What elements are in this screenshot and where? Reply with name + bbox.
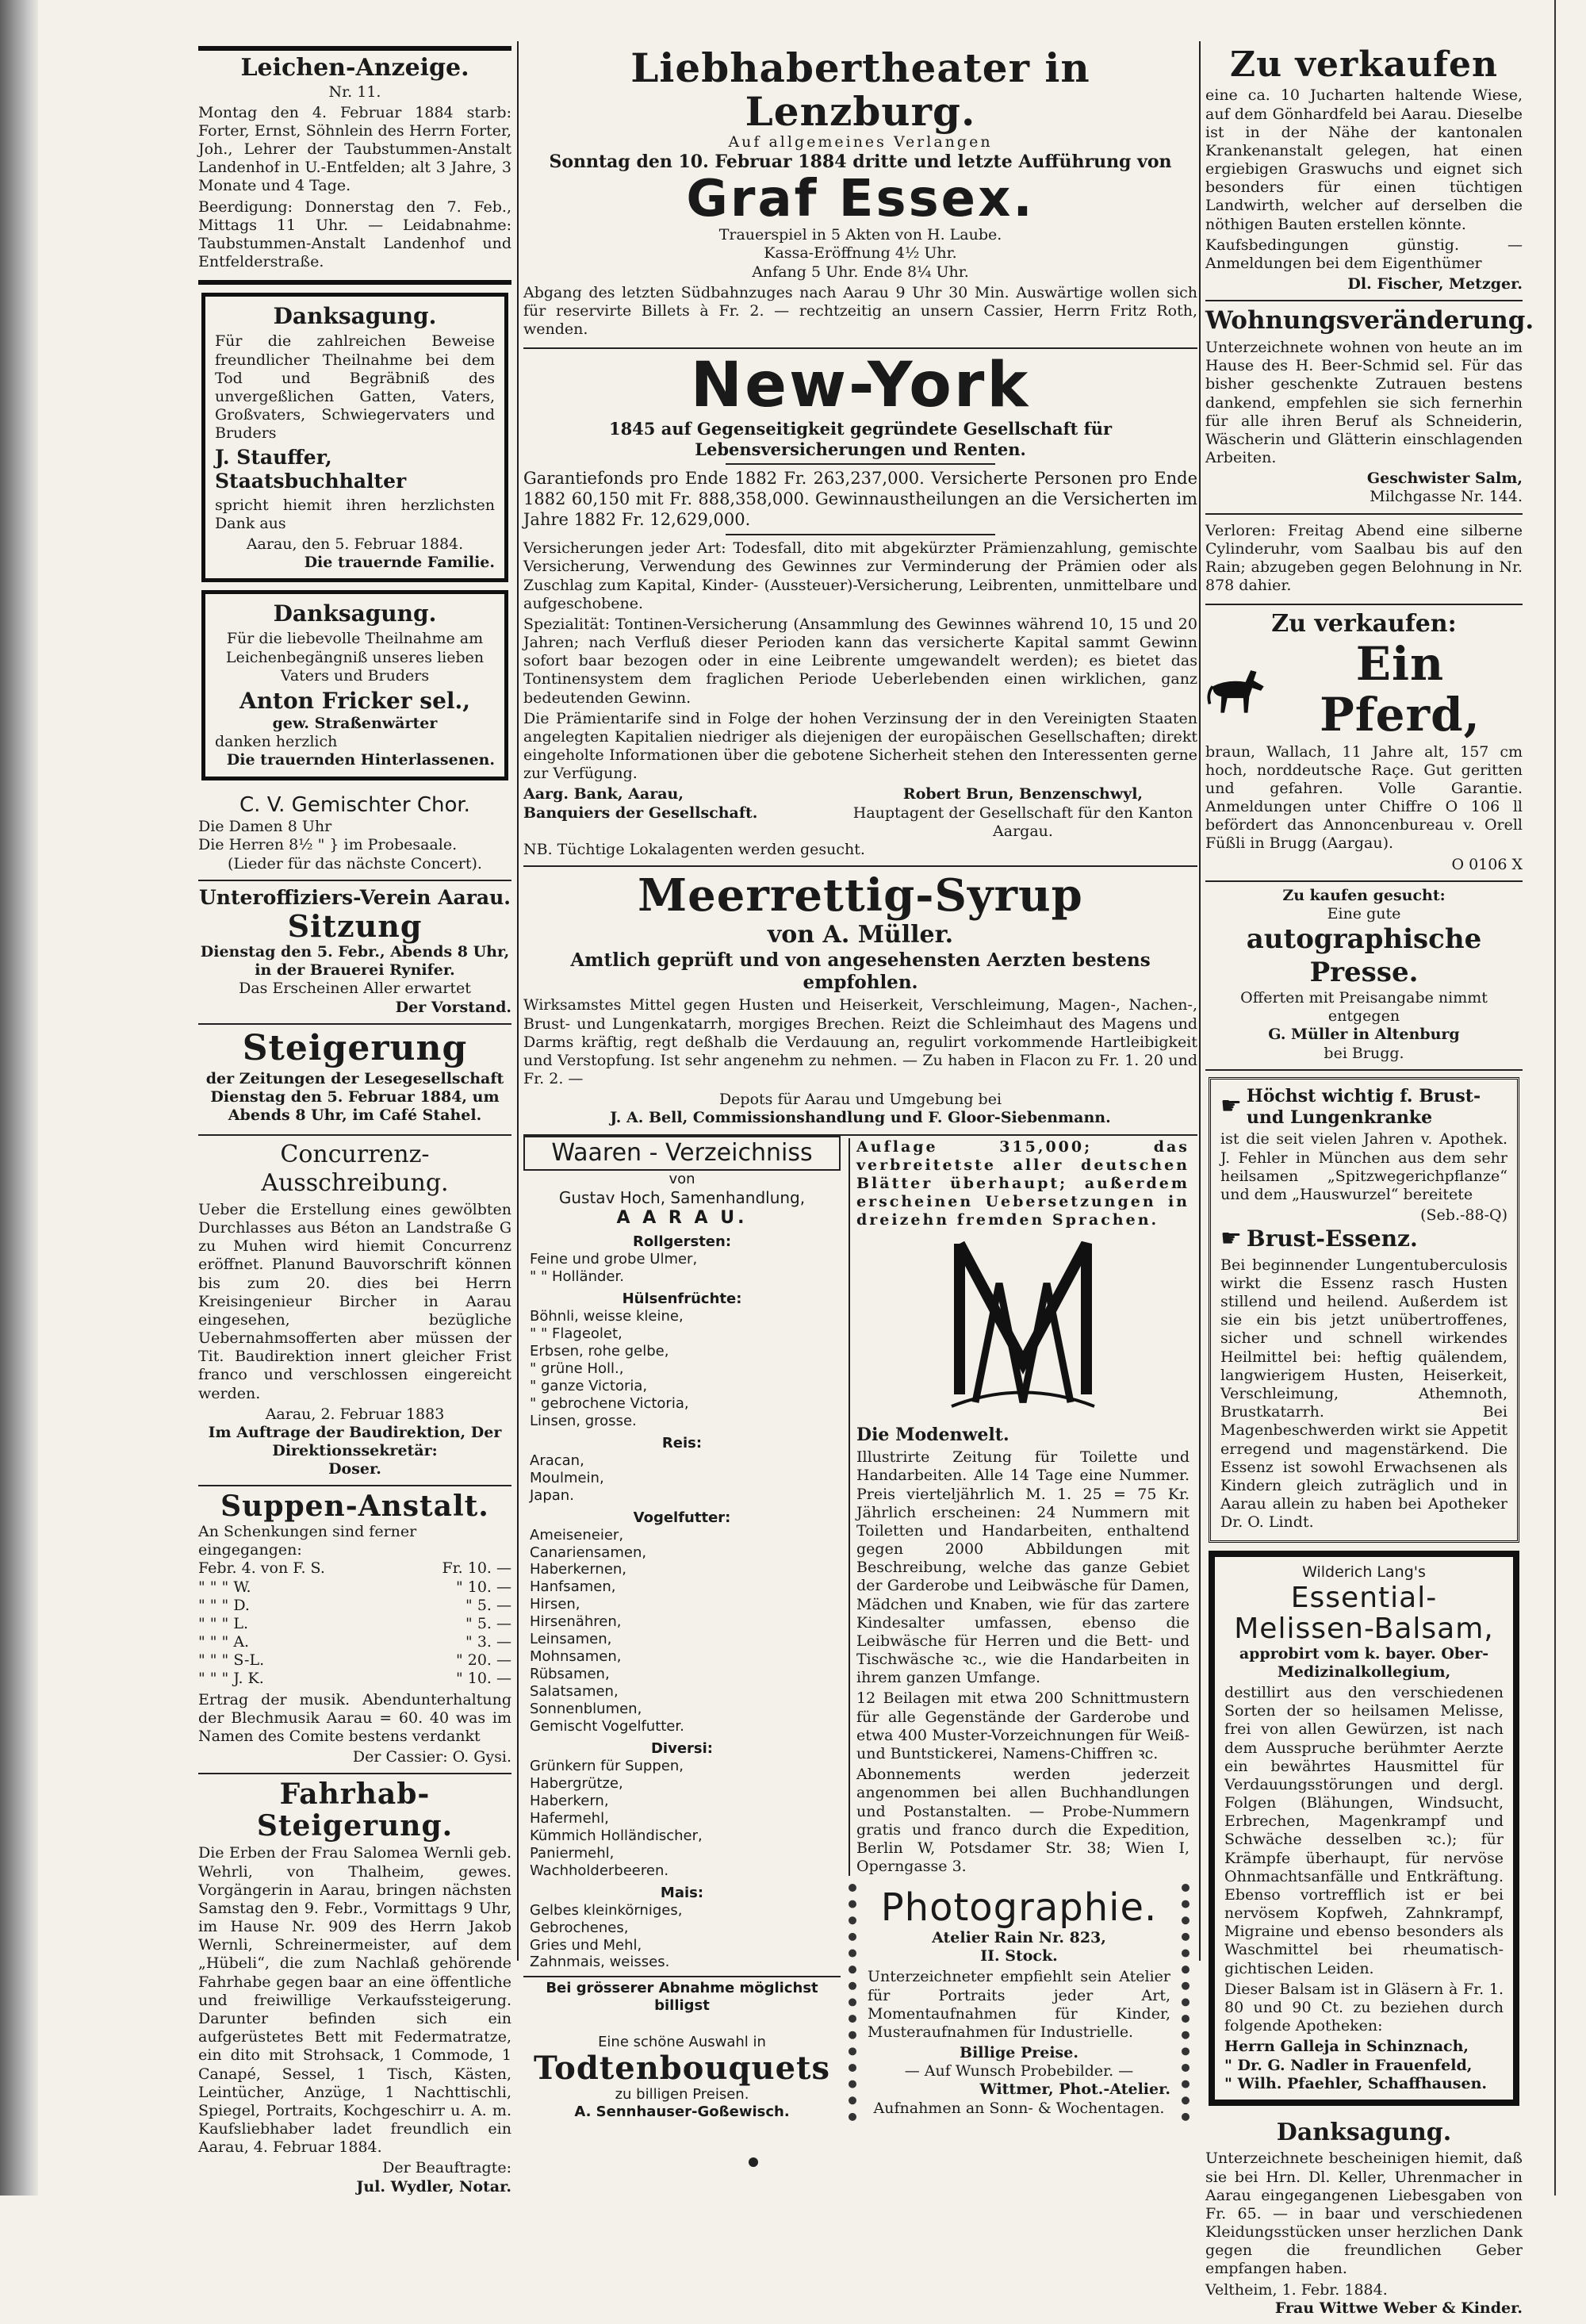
leichen-nr: Nr. 11. (328, 82, 381, 101)
newyork-agent2: Hauptagent der Gesellschaft für den Kanton Aargau. (852, 803, 1193, 840)
modenwelt-beilagen: 12 Beilagen mit etwa 200 Schnittmustern für alle Gegenstände der Garderobe und etwa 400 Muster-Vorzeichnungen für Weiß- und Buntstickerei, Namens-Chiffren ꝛc. (856, 1689, 1190, 1762)
waren-item: Leinsamen, (530, 1631, 612, 1648)
dank3-place: Veltheim, 1. Febr. 1884. (1205, 2280, 1388, 2299)
danksagung-weber (1205, 2114, 1523, 2324)
meerrettig-title: Meerrettig-Syrup (638, 869, 1083, 922)
photo-preise: Billige Preise. (960, 2044, 1078, 2062)
waren-item: " " Holländer. (530, 1268, 624, 1286)
waren-item: Hirsenähren, (530, 1613, 622, 1631)
brust-essenz (1209, 1077, 1519, 1544)
suppen-donation-row (198, 1597, 511, 1615)
suppen-donation-row (198, 1615, 511, 1633)
suppen-intro: An Schenkungen sind ferner eingegangen: (198, 1523, 417, 1559)
photo-title: Photographie. (880, 1885, 1158, 1931)
pferd-header (1205, 636, 1523, 742)
brust-title: Höchst wichtig f. Brust- und Lungenkranke (1246, 1085, 1481, 1128)
page-binding-edge (0, 0, 38, 2196)
waren-section-head: Reis: (661, 1434, 703, 1452)
meerrettig-depot: Depots für Aarau und Umgebung bei (718, 1091, 1002, 1109)
dank1-sign: Die trauernde Familie. (304, 554, 495, 572)
suppen-donation-amount: " 5. — (465, 1596, 511, 1614)
theater-trauer: Trauerspiel in 5 Akten von H. Laube. (718, 226, 1002, 244)
suppen-donation-amount: " 10. — (455, 1578, 511, 1596)
melissen-apotheke-3: " Wilh. Pfaehler, Schaffhausen. (1224, 2074, 1487, 2092)
waren-item: Linsen, grosse. (530, 1412, 637, 1429)
melissen-apotheke-2: " Dr. G. Nadler in Frauenfeld, (1224, 2056, 1473, 2074)
pointing-hand-icon: ☛ (1220, 1225, 1242, 1253)
waren-city: A A R A U. (616, 1207, 748, 1228)
waren-item: Ameiseneier, (530, 1526, 624, 1544)
dank1-text: Für die zahlreichen Beweise freundlicher Theilnahme bei dem Tod und Begräbniß des unvergeßlichen Gatten, Vaters, Großvaters, Schwiegervaters und Bruders (215, 332, 495, 443)
newyork-nb: NB. Tüchtige Lokalagenten werden gesucht. (523, 840, 865, 858)
suppen-title: Suppen-Anstalt. (220, 1490, 489, 1524)
page-right-edge (1554, 0, 1556, 2196)
wohnung-addr: Milchgasse Nr. 144. (1370, 488, 1523, 506)
brust-text2: Bei beginnender Lungentuberculosis wirkt die Essenz rasch Husten stillend und heilend. Außerdem ist sie ein bis jetzt unübertroffenes, sicher und schnell wirkendes Heilmittel bei: heftig quälendem, langwierigem Husten, Heiserkeit, Verschleimung, Athemnoth, Brustkatarrh. Bei Magenbeschwerden wirkt sie Appetit erregend und magenstärkend. Die Essenz ist sowohl Erwachsenen als Kindern gleich zuträglich und in Aarau allein zu haben bei Apotheker Dr. O. Lindt. (1220, 1256, 1507, 1532)
suppen-donation-label: " " " S-L. (198, 1651, 265, 1670)
todten-title: Todtenbouquets (533, 2050, 831, 2088)
unteroff-text2: Das Erscheinen Aller erwartet (239, 980, 471, 998)
wohnung-title: Wohnungsveränderung. (1205, 306, 1534, 336)
waren-section-head: Vogelfutter: (633, 1509, 731, 1526)
suppen-donation-amount: Fr. 10. — (442, 1559, 511, 1578)
waren-sections (523, 1233, 841, 1971)
pferd-title: Zu verkaufen: (1271, 610, 1457, 639)
page-ornament-dot (749, 2157, 758, 2167)
meerrettig-text: Wirksamstes Mittel gegen Husten und Heiserkeit, Verschleimung, Magen-, Nachen-, Brust- und Lungenkatarrh, morgiges Brechen. Reizt die Schleimhaut des Magens und Darms kräftig, regt deßhalb die Verdauung an, regulirt vorkommende Hartleibigkeit und Verstopfung. Ist sehr angenehm zu nehmen. — Zu haben in Flacon zu Fr. 1. 20 und Fr. 2. — (523, 996, 1197, 1088)
suppen-donation-amount: " 5. — (465, 1614, 511, 1632)
photographie-ad (849, 1884, 1190, 2121)
verkaufen-wiese (1205, 41, 1523, 301)
pferd-code: O 0106 X (1451, 855, 1523, 873)
theater-play: Graf Essex. (686, 170, 1035, 228)
presse-title: autographische Presse. (1246, 923, 1482, 988)
waren-item: " " Flageolet, (530, 1325, 623, 1343)
melissen-balsam (1209, 1551, 1519, 2105)
waren-item: Gebrochenes, (530, 1919, 629, 1936)
theater-kassa: Kassa-Eröffnung 4½ Uhr. (764, 244, 957, 263)
waren-verzeichniss (523, 1136, 841, 2129)
column-rule-left (517, 41, 519, 1961)
waren-item: Haberkern, (530, 1792, 609, 1809)
presse-text: Offerten mit Preisangabe nimmt entgegen (1240, 989, 1488, 1026)
meerrettig-sub: Amtlich geprüft und von angesehensten Aerzten bestens empfohlen. (570, 949, 1151, 994)
verkaufen1-text2: Kaufsbedingungen günstig. — Anmeldungen bei dem Eigenthümer (1205, 236, 1523, 272)
steigerung-title: Steigerung (242, 1027, 468, 1068)
suppen-donation-row (198, 1651, 511, 1670)
newyork-p2: Spezialität: Tontinen-Versicherung (Ansammlung des Gewinnes während 10, 15 und 20 Jahren; nach Verfluß dieser Perioden kann das versicherte Kapital sammt Gewinn sofort baar bezogen oder in eine Leibrente umgewandelt werden); es bietet das Tontinensystem dem fraglichen Periode Ueberlebenden einen wirklichen, ganz bedeutenden Gewinn. (523, 615, 1197, 707)
suppen-donation-label: " " " D. (198, 1596, 250, 1614)
newyork-bank: Aarg. Bank, Aarau, (523, 785, 684, 803)
theater-title: Liebhabertheater in Lenzburg. (630, 44, 1090, 135)
unteroff-text: Dienstag den 5. Febr., Abends 8 Uhr, in der Brauerei Rynifer. (200, 943, 510, 980)
verkaufen1-text: eine ca. 10 Jucharten haltende Wiese, auf dem Gönhardfeld bei Aarau. Dieselbe ist in der Nähe der kantonalen Krankenanstalt gelegen, hat einen ergiebigen Graswuchs und eignet sich besonders für einen tüchtigen Landwirth, welcher auf derselben die nöthigen Bauten erstellen könnte. (1205, 86, 1523, 233)
waren-section-head: Hülsenfrüchte: (622, 1290, 742, 1308)
suppen-donation-label: " " " L. (198, 1614, 248, 1632)
suppen-donation-label: " " " A. (198, 1633, 250, 1651)
waren-section-list (523, 1902, 841, 1972)
danksagung-fricker (201, 590, 508, 780)
verkaufen1-title: Zu verkaufen (1229, 44, 1499, 85)
dank1-place: Aarau, den 5. Februar 1884. (246, 535, 464, 553)
concurrenz-title: Concurrenz-Ausschreibung. (261, 1140, 449, 1198)
modenwelt-text: Illustrirte Zeitung für Toilette und Handarbeiten. Alle 14 Tage eine Nummer. Preis vierteljährlich M. 1. 25 = 75 Kr. Jährlich erscheinen: 24 Nummern mit Toiletten und Handarbeiten, enthaltend gegen 2000 Abbildungen mit Beschreibung, welche das ganze Gebiet der Garderobe und Leibwäsche für Damen, Mädchen und Knaben, wie für das zartere Kindesalter umfassen, ebenso die Leibwäsche für Herren und die Bett- und Tischwäsche ꝛc., wie die Handarbeiten in ihrem ganzen Umfange. (856, 1448, 1190, 1687)
steigerung-zeitungen (198, 1025, 511, 1136)
waren-item: Sonnenblumen, (530, 1701, 642, 1718)
todten-sign: A. Sennhauser-Goßewisch. (574, 2103, 790, 2121)
presse-place: bei Brugg. (1324, 1044, 1404, 1062)
waren-item: Grünkern für Suppen, (530, 1757, 684, 1774)
modenwelt-and-photo (849, 1136, 1190, 2129)
danksagung-stauffer (201, 293, 508, 582)
waren-section-head: Diversi: (650, 1740, 713, 1758)
suppen-sign: Der Cassier: O. Gysi. (352, 1748, 511, 1766)
waren-item: Moulmein, (530, 1469, 604, 1486)
waren-section-list (523, 1452, 841, 1505)
suppen-donation-amount: " 20. — (455, 1651, 511, 1670)
waren-item: " gebrochene Victoria, (530, 1394, 689, 1412)
verkaufen-pferd (1205, 605, 1523, 881)
waren-item: Hafermehl, (530, 1809, 609, 1827)
meerrettig-von: von A. Müller. (767, 920, 954, 949)
newyork-sub: 1845 auf Gegenseitigkeit gegründete Gesellschaft für Lebensversicherungen und Renten. (608, 419, 1113, 459)
chor-line3: (Lieder für das nächste Concert). (228, 854, 482, 872)
newyork-agent-block (849, 785, 1197, 841)
fahrhab-title: Fahrhab-Steigerung. (256, 1778, 454, 1843)
concurrenz-sign: Doser. (328, 1460, 381, 1478)
modenwelt-abo: Abonnements werden jederzeit angenommen bei allen Buchhandlungen und Postanstalten. — Probe-Nummern gratis und franco durch die Expedition, Berlin W, Potsdamer Str. 38; Wien I, Operngasse 3. (856, 1766, 1190, 1876)
wohnung-sign: Geschwister Salm, (1366, 470, 1523, 488)
liebhabertheater (523, 41, 1197, 349)
wohnungsveraenderung (1205, 301, 1534, 514)
melissen-apotheke-1: Herrn Galleja in Schinznach, (1224, 2038, 1469, 2056)
waren-item: Paniermehl, (530, 1844, 615, 1862)
brust-essenz-title: Brust-Essenz. (1246, 1225, 1418, 1252)
new-york-versicherung (523, 349, 1197, 867)
waren-item: Rübsamen, (530, 1666, 610, 1683)
dank2-title: Danksagung. (273, 600, 437, 627)
leichen-anzeige (198, 41, 511, 285)
waren-item: Zahnmais, weisses. (530, 1954, 670, 1971)
column-rule-right (1199, 41, 1201, 1961)
waren-section-head: Mais: (660, 1884, 704, 1901)
leichen-text: Montag den 4. Februar 1884 starb: Forter, Ernst, Söhnlein des Herrn Forter, Joh., Lehrer der Taubstummen-Anstalt Landenhof in U.-Entfelden; alt 3 Jahre, 3 Monate und 4 Tage. (198, 103, 511, 195)
dank2-text2: danken herzlich (215, 733, 338, 751)
melissen-sub: approbirt vom k. bayer. Ober-Medizinalkollegium, (1239, 1644, 1489, 1681)
waren-item: Mohnsamen, (530, 1648, 622, 1666)
waren-item: Aracan, (530, 1452, 584, 1469)
brust-essenz-header (1220, 1225, 1507, 1254)
newyork-title: New-York (690, 350, 1031, 422)
melissen-text: destillirt aus den verschiedenen Sorten der so heilsamen Melisse, frei von allen Gewürzen, ist nach dem Ausspruche berühmter Aerzte ein bewährtes Hausmittel für Verdauungsstörungen und dergl. Folgen (Blähungen, Windsucht, Erbrechen, Magenkrampf und Schwäche desselben ꝛc.); für Krämpfe überhaupt, für nervöse Ohnmachtsanfälle und Entkräftung. Ebenso vortrefflich ist er bei nervösem Kopfweh, Zahnkrampf, Migraine und ebenso besonders als Waschmittel bei rheumatisch-gichtischen Leiden. (1224, 1684, 1504, 1977)
suppen-ertrag: Ertrag der musik. Abendunterhaltung der Blechmusik Aarau = 60. 40 was im Namen des Comite bestens verdankt (198, 1690, 511, 1745)
concurrenz-auftrag: Im Auftrage der Baudirektion, Der Direktionssekretär: (208, 1423, 502, 1460)
dank3-sign: Frau Wittwe Weber & Kinder. (1274, 2299, 1523, 2317)
suppen-donation-list (198, 1559, 511, 1688)
brust-text: ist die seit vielen Jahren v. Apothek. J. Fehler in München aus dem sehr heilsamen „Spitzwegerichpflanze“ und dem „Hauswurzel“ bereitete (1220, 1130, 1507, 1203)
pointing-hand-icon: ☛ (1220, 1092, 1242, 1121)
newyork-p1: Versicherungen jeder Art: Todesfall, dito mit abgekürzter Prämienzahlung, gemischte Versicherung, Verwendung des Gewinnes zur Verminderung der Prämien oder als Zuschlag zum Kapital, Kinder- (Aussteuer)-Versicherung, Leibrenten, unmittelbare und aufgeschobene. (523, 539, 1197, 612)
suppen-donation-label: Febr. 4. von F. S. (198, 1559, 325, 1578)
dank2-role: gew. Straßenwärter (272, 715, 438, 733)
dank2-text: Für die liebevolle Theilnahme am Leichenbegängniß unseres lieben Vaters und Bruders (225, 630, 485, 685)
wohnung-text: Unterzeichnete wohnen von heute an im Hause des H. Beer-Schmid sel. Für das bisher geschenkte Zutrauen bestens dankend, empfehlen sie sich fernerhin für alle ihren Beruf als Schneiderin, Wäscherin und Glätterin einschlagenden Arbeiten. (1205, 339, 1523, 467)
waren-item: Böhnli, weisse kleine, (530, 1308, 684, 1325)
photo-atelier: Atelier Rain Nr. 823, (932, 1929, 1106, 1946)
waren-footer: Bei grösserer Abnahme möglichst billigst (523, 1976, 841, 2015)
dank1-title: Danksagung. (273, 303, 437, 330)
mw-monogram-icon (856, 1236, 1190, 1418)
waren-section-list (523, 1251, 841, 1286)
column-right (1205, 41, 1534, 2324)
waren-item: " grüne Holl., (530, 1360, 624, 1377)
leichen-beerdigung: Beerdigung: Donnerstag den 7. Feb., Mittags 11 Uhr. — Leidabnahme: Taubstummen-Anstalt Landenhof und Entfelderstraße. (198, 198, 511, 271)
dank1-text2: spricht hiemit ihren herzlichsten Dank aus (215, 496, 495, 532)
dank3-text: Unterzeichnete bescheinigen hiemit, daß sie bei Hrn. Dl. Keller, Uhrenmacher in Aarau eingegangenen Liebesgaben von Fr. 65. — in baar und verschiedenen Kleidungsstücken unser herzlichen Dank gegen die freundlichen Geber empfangen haben. (1205, 2150, 1523, 2278)
waren-item: Kümmich Holländischer, (530, 1827, 703, 1844)
dank2-sign: Die trauernden Hinterlassenen. (226, 751, 495, 769)
gemischter-chor (198, 788, 511, 881)
chor-line2: Die Herren 8½ " } im Probesaale. (198, 836, 458, 854)
verloren-uhr (1205, 515, 1523, 606)
brust-header (1220, 1086, 1507, 1129)
column-middle (523, 41, 1197, 2129)
dank1-name: J. Stauffer, Staatsbuchhalter (215, 445, 407, 493)
melissen-maker: Wilderich Lang's (1302, 1563, 1426, 1582)
photo-text: Unterzeichneter empfiehlt sein Atelier für Portraits jeder Art, Momentaufnahmen für Kinder, Musteraufnahmen für Industrielle. (868, 1968, 1170, 2041)
steigerung-text: der Zeitungen der Lesegesellschaft Dienstag den 5. Februar 1884, um Abends 8 Uhr, im Café Stahel. (205, 1070, 504, 1125)
theater-date: Sonntag den 10. Februar 1884 dritte und letzte Aufführung von (549, 151, 1172, 173)
fahrhab-text: Die Erben der Frau Salomea Wernli geb. Wehrli, von Thalheim, gewes. Vorgängerin in Aarau, bringen nächsten Samstag den 9. Febr., Vormittags 9 Uhr, im Hause Nr. 909 des Herrn Jakob Wernli, Schreinermeister, auf dem „Hübeli“, die zum Nachlaß gehörende Fahrhabe gegen baar an eine öffentliche und freiwillige Verkaufssteigerung. Darunter befinden sich ein aufgerüstetes Bett mit Federmatratze, ein dito mit Strohsack, 1 Commode, 1 Canapé, Sessel, 1 Tisch, Kästen, Leintücher, Anzüge, 1 Nachttischli, Spiegel, Portraits, Kochgeschirr u. A. m. Kaufsliebhaber ladet freundlich ein Aarau, 4. Februar 1884. (198, 1844, 511, 2157)
presse-eine: Eine gute (1327, 904, 1401, 922)
verloren-text: Verloren: Freitag Abend eine silberne Cylinderuhr, vom Saalbau bis auf den Rain; abzugeben gegen Belohnung in Nr. 878 dahier. (1205, 521, 1523, 595)
waren-item: Canariensamen, (530, 1544, 647, 1561)
chor-line1: Die Damen 8 Uhr (198, 818, 332, 836)
photo-stock: II. Stock. (980, 1947, 1058, 1965)
waren-item: Hirsen, (530, 1596, 580, 1613)
lower-middle-section (523, 1136, 1197, 2129)
concurrenz-ausschreibung (198, 1136, 511, 1487)
todten-intro: Eine schöne Auswahl in (598, 2034, 766, 2051)
suppen-donation-row (198, 1559, 511, 1578)
waren-item: Haberkernen, (530, 1561, 627, 1578)
waren-section-list (523, 1527, 841, 1735)
photo-probe: — Auf Wunsch Probebilder. — (904, 2062, 1134, 2080)
suppen-donation-amount: " 10. — (455, 1670, 511, 1688)
concurrenz-text: Ueber die Erstellung eines gewölbten Durchlasses aus Béton an Landstraße G zu Muhen wird hiemit Concurrenz eröffnet. Planund Bauvorschrift können bis zum 20. dies bei Herrn Kreisingenieur Bircher in Aarau eingesehen, bezügliche Uebernahmsofferten aber müssen der Tit. Baudirektion innert gleicher Frist franco und verschlossen eingereicht werden. (198, 1200, 511, 1402)
photo-sign: Wittmer, Phot.-Atelier. (979, 2080, 1170, 2099)
waren-section-list (523, 1758, 841, 1880)
column-left (198, 41, 511, 2203)
pferd-big: Ein Pferd, (1320, 636, 1481, 742)
newyork-divider (726, 463, 995, 465)
theater-anfang: Anfang 5 Uhr. Ende 8¼ Uhr. (752, 263, 969, 281)
melissen-title: Essential-Melissen-Balsam, (1234, 1581, 1494, 1646)
waren-item: Gelbes kleinkörniges, (530, 1901, 683, 1919)
waren-item: Gries und Mehl, (530, 1936, 642, 1954)
suppen-donation-row (198, 1578, 511, 1597)
newyork-garantie: Garantiefonds pro Ende 1882 Fr. 263,237,000. Versicherte Personen pro Ende 1882 60,150 mit Fr. 888,358,000. Gewinnaustheilungen an die Versicherten im Jahre 1882 Fr. 12,629,000. (523, 469, 1197, 529)
waren-item: Gemischt Vogelfutter. (530, 1718, 684, 1735)
modenwelt (849, 1138, 1190, 1877)
waren-item: Feine und grobe Ulmer, (530, 1251, 698, 1268)
fahrhab-steigerung (198, 1774, 511, 2202)
leichen-title: Leichen-Anzeige. (198, 46, 511, 83)
theater-text: Abgang des letzten Südbahnzuges nach Aarau 9 Uhr 30 Min. Auswärtige wollen sich für reservirte Billets à Fr. 2. — rechtzeitig an unsern Cassier, Herrn Fritz Roth, wenden. (523, 283, 1197, 339)
waren-item: Hanfsamen, (530, 1578, 616, 1596)
suppen-anstalt (198, 1486, 511, 1774)
unteroff-title: Unteroffiziers-Verein Aarau. (198, 885, 511, 909)
waren-firm: Gustav Hoch, Samenhandlung, (558, 1188, 806, 1208)
newyork-agents (523, 785, 1197, 841)
unteroff-sitzung: Sitzung (287, 908, 423, 945)
dank2-name: Anton Fricker sel., (239, 687, 471, 714)
fahrhab-auftrag: Der Beauftragte: (382, 2159, 511, 2177)
fahrhab-sign: Jul. Wydler, Notar. (356, 2177, 511, 2196)
autographische-presse (1205, 882, 1523, 1071)
waren-item: Erbsen, rohe gelbe, (530, 1343, 669, 1360)
photo-days: Aufnahmen an Sonn- & Wochentagen. (873, 2099, 1165, 2117)
suppen-donation-row (198, 1670, 511, 1688)
brust-code: (Seb.-88-Q) (1420, 1206, 1507, 1225)
meerrettig-syrup (523, 867, 1197, 1135)
newyork-agent: Robert Brun, Benzenschwyl, (902, 785, 1144, 803)
horse-icon (1205, 662, 1271, 718)
unteroff-sign: Der Vorstand. (395, 998, 511, 1016)
melissen-text2: Dieser Balsam ist in Gläsern à Fr. 1. 80 und 90 Ct. zu beziehen durch folgende Apotheken: (1224, 1980, 1504, 2035)
concurrenz-place: Aarau, 2. Februar 1883 (265, 1405, 445, 1423)
unteroffiziers-verein (198, 881, 511, 1025)
waren-item: Salatsamen, (530, 1683, 619, 1701)
newyork-divider-2 (726, 534, 995, 535)
meerrettig-depot2: J. A. Bell, Commissionshandlung und F. Gloor-Siebenmann. (610, 1109, 1111, 1127)
suppen-donation-amount: " 3. — (465, 1633, 511, 1651)
presse-intro: Zu kaufen gesucht: (1282, 886, 1446, 904)
newyork-p3: Die Prämientarife sind in Folge der hohen Verzinsung der in den Vereinigten Staaten angelegten Kapitalien niedriger als diejenigen der europäischen Gesellschaften; direkt eingeholte Informationen über die gebotene Sicherheit stehen den Interessenten gerne zur Verfügung. (523, 709, 1197, 783)
waren-item: Japan. (530, 1486, 574, 1504)
newyork-bank2: Banquiers der Gesellschaft. (523, 803, 758, 822)
waren-item: Wachholderbeeren. (530, 1862, 669, 1879)
modenwelt-auflage: Auflage 315,000; das verbreitetste aller deutschen Blätter überhaupt; außerdem erscheinen Uebersetzungen in dreizehn fremden Sprachen. (856, 1137, 1190, 1229)
theater-sub: Auf allgemeines Verlangen (728, 133, 993, 151)
presse-sign: G. Müller in Altenburg (1268, 1026, 1460, 1044)
waren-item: " ganze Victoria, (530, 1377, 648, 1394)
todten-sub: zu billigen Preisen. (615, 2086, 749, 2103)
dank3-title: Danksagung. (1276, 2118, 1452, 2146)
waren-von: von (668, 1171, 695, 1188)
waren-item: Habergrütze, (530, 1774, 623, 1792)
waren-section-head: Rollgersten: (632, 1233, 732, 1251)
newyork-bank-block (523, 785, 757, 841)
waren-title: Waaren - Verzeichniss (523, 1136, 841, 1172)
suppen-donation-row (198, 1633, 511, 1651)
chor-title: C. V. Gemischter Chor. (239, 792, 470, 817)
verkaufen1-sign: Dl. Fischer, Metzger. (1347, 275, 1523, 293)
suppen-donation-label: " " " W. (198, 1578, 251, 1596)
pferd-text: braun, Wallach, 11 Jahre alt, 157 cm hoch, norddeutsche Raçe. Gut geritten und gefahren. Volle Garantie. Anmeldungen unter Chiffre O 106 ll befördert das Annoncenbureau v. Orell Füßli in Brugg (Aargau). (1205, 742, 1523, 853)
modenwelt-title: Die Modenwelt. (856, 1425, 1009, 1446)
suppen-donation-label: " " " J. K. (198, 1670, 264, 1688)
waren-section-list (523, 1308, 841, 1430)
